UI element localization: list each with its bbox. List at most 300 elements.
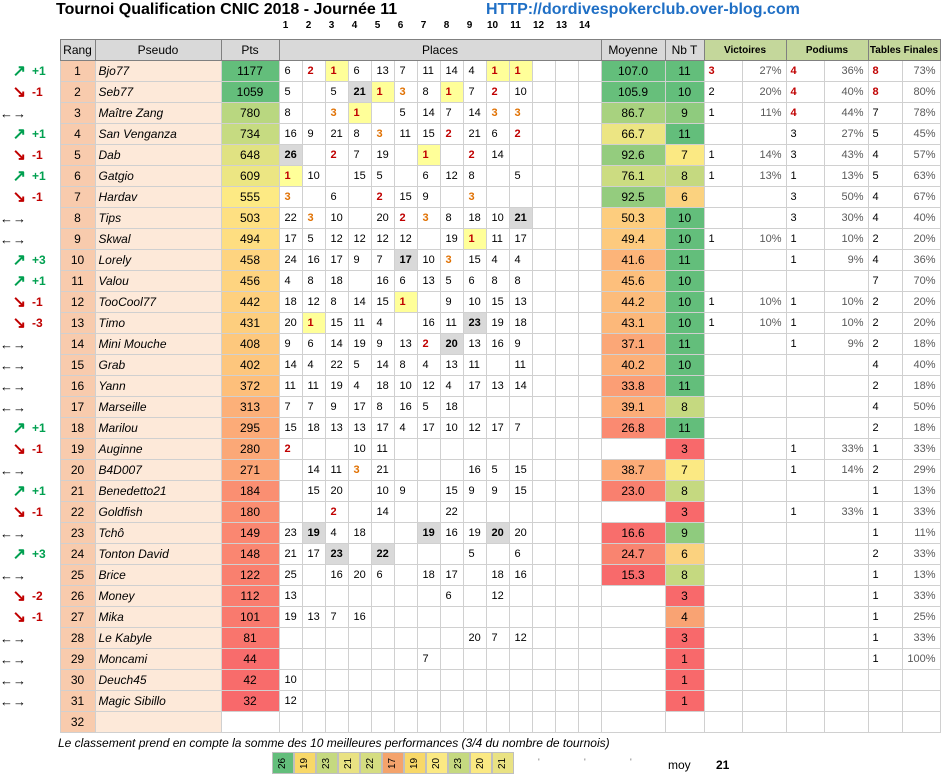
table-row[interactable] — [0, 124, 940, 145]
place-cell: 9 — [348, 250, 371, 271]
place-cell: 20 — [371, 208, 394, 229]
wins-count — [704, 712, 742, 733]
place-cell — [394, 523, 417, 544]
player-name[interactable]: B4D007 — [95, 460, 221, 481]
place-cell — [578, 250, 601, 271]
rank-change — [30, 628, 60, 649]
place-cell: 14 — [440, 61, 463, 82]
player-name[interactable]: Valou — [95, 271, 221, 292]
wins-count — [704, 628, 742, 649]
place-cell — [555, 649, 578, 670]
wins-count — [704, 586, 742, 607]
arrow-steady-icon: ←→ — [0, 210, 26, 226]
place-cell: 14 — [325, 334, 348, 355]
table-row[interactable] — [0, 691, 940, 712]
points: 180 — [221, 502, 279, 523]
place-cell: 9 — [325, 397, 348, 418]
place-cell: 11 — [371, 439, 394, 460]
player-name[interactable]: San Venganza — [95, 124, 221, 145]
place-cell: 14 — [279, 355, 302, 376]
place-cell: 20 — [486, 523, 509, 544]
place-cell: 10 — [279, 670, 302, 691]
place-cell: 16 — [417, 313, 440, 334]
tournament-number: 1 — [282, 20, 289, 31]
podiums-count — [786, 607, 824, 628]
place-cell: 19 — [279, 607, 302, 628]
rank-change: +3 — [32, 547, 46, 561]
player-name[interactable]: Mini Mouche — [95, 334, 221, 355]
rank: 23 — [60, 523, 95, 544]
place-cell: 4 — [486, 250, 509, 271]
table-row[interactable] — [0, 250, 940, 271]
place-cell: 16 — [463, 460, 486, 481]
tournaments-count: 10 — [665, 292, 704, 313]
table-row[interactable] — [0, 166, 940, 187]
place-cell: 3 — [486, 103, 509, 124]
rank-change — [30, 208, 60, 229]
podiums-pct — [824, 271, 868, 292]
podiums-pct — [824, 565, 868, 586]
arrow-steady-icon: ←→ — [0, 630, 26, 646]
table-row[interactable] — [0, 187, 940, 208]
average: 92.5 — [601, 187, 665, 208]
place-cell: 12 — [463, 418, 486, 439]
player-name[interactable]: Tonton David — [95, 544, 221, 565]
final-tables-count: 4 — [868, 187, 902, 208]
player-name[interactable]: Bjo77 — [95, 61, 221, 82]
place-cell — [532, 292, 555, 313]
place-cell: 19 — [325, 376, 348, 397]
place-cell — [555, 628, 578, 649]
table-row[interactable] — [0, 712, 940, 733]
table-row[interactable] — [0, 229, 940, 250]
table-row[interactable] — [0, 628, 940, 649]
player-name[interactable]: Tips — [95, 208, 221, 229]
place-cell: 13 — [371, 61, 394, 82]
rank: 21 — [60, 481, 95, 502]
header-rang[interactable]: Rang — [60, 40, 95, 61]
arrow-up-icon: ↗ — [12, 546, 26, 563]
final-tables-count: 1 — [868, 628, 902, 649]
arrow-steady-icon: ←→ — [0, 672, 26, 688]
place-cell — [555, 313, 578, 334]
podiums-pct: 13% — [824, 166, 868, 187]
rank: 25 — [60, 565, 95, 586]
wins-pct — [742, 565, 786, 586]
place-cell: 23 — [325, 544, 348, 565]
place-cell — [532, 502, 555, 523]
place-cell: 19 — [302, 523, 325, 544]
player-name[interactable]: Maître Zang — [95, 103, 221, 124]
player-name[interactable]: Marilou — [95, 418, 221, 439]
average: 15.3 — [601, 565, 665, 586]
points: 44 — [221, 649, 279, 670]
table-row[interactable] — [0, 544, 940, 565]
wins-pct — [742, 586, 786, 607]
place-cell — [555, 565, 578, 586]
place-cell: 20 — [348, 565, 371, 586]
place-cell: 4 — [279, 271, 302, 292]
wins-count — [704, 355, 742, 376]
participant-count: 23 — [316, 752, 338, 774]
place-cell: 19 — [348, 334, 371, 355]
place-cell: 2 — [486, 82, 509, 103]
wins-pct — [742, 376, 786, 397]
place-cell: 19 — [486, 313, 509, 334]
place-cell — [302, 82, 325, 103]
final-tables-count: 4 — [868, 250, 902, 271]
rank: 8 — [60, 208, 95, 229]
place-cell — [509, 691, 532, 712]
wins-count — [704, 691, 742, 712]
table-row[interactable] — [0, 145, 940, 166]
tournaments-count: 1 — [665, 670, 704, 691]
table-row[interactable] — [0, 292, 940, 313]
player-name[interactable]: Hardav — [95, 187, 221, 208]
header-pts[interactable]: Pts — [221, 40, 279, 61]
rank-change — [30, 649, 60, 670]
rank: 1 — [60, 61, 95, 82]
table-row[interactable] — [0, 649, 940, 670]
rank-change: -1 — [32, 190, 43, 204]
place-cell: 14 — [486, 145, 509, 166]
wins-pct — [742, 628, 786, 649]
wins-pct — [742, 334, 786, 355]
table-row[interactable] — [0, 376, 940, 397]
table-row[interactable] — [0, 355, 940, 376]
player-name[interactable]: Marseille — [95, 397, 221, 418]
rank: 5 — [60, 145, 95, 166]
place-cell: 8 — [463, 166, 486, 187]
final-tables-pct: 33% — [902, 439, 940, 460]
place-cell — [555, 166, 578, 187]
table-row[interactable] — [0, 271, 940, 292]
place-cell — [532, 271, 555, 292]
player-name[interactable]: Magic Sibillo — [95, 691, 221, 712]
place-cell: 2 — [302, 61, 325, 82]
place-cell — [302, 439, 325, 460]
rank-change — [30, 670, 60, 691]
place-cell: 8 — [394, 355, 417, 376]
header-nbt[interactable]: Nb T — [665, 40, 704, 61]
place-cell: 19 — [371, 145, 394, 166]
place-cell — [325, 691, 348, 712]
place-cell — [578, 502, 601, 523]
final-tables-pct: 36% — [902, 250, 940, 271]
podiums-pct — [824, 523, 868, 544]
place-cell: 10 — [486, 208, 509, 229]
final-tables-pct — [902, 691, 940, 712]
header-pseudo[interactable]: Pseudo — [95, 40, 221, 61]
place-cell: 1 — [302, 313, 325, 334]
average — [601, 439, 665, 460]
final-tables-count: 2 — [868, 334, 902, 355]
player-name[interactable]: Lorely — [95, 250, 221, 271]
player-name[interactable]: Mika — [95, 607, 221, 628]
place-cell: 6 — [371, 565, 394, 586]
player-name[interactable]: Deuch45 — [95, 670, 221, 691]
final-tables-count: 2 — [868, 544, 902, 565]
points: 42 — [221, 670, 279, 691]
player-name[interactable]: Moncami — [95, 649, 221, 670]
place-cell: 9 — [486, 481, 509, 502]
tournaments-count: 1 — [665, 649, 704, 670]
final-tables-pct: 50% — [902, 397, 940, 418]
place-cell: 13 — [302, 607, 325, 628]
player-name[interactable] — [95, 712, 221, 733]
place-cell — [348, 586, 371, 607]
place-cell — [440, 439, 463, 460]
final-tables-pct: 78% — [902, 103, 940, 124]
place-cell: 7 — [279, 397, 302, 418]
place-cell — [532, 565, 555, 586]
table-row[interactable] — [0, 103, 940, 124]
table-row[interactable] — [0, 460, 940, 481]
player-name[interactable]: Gatgio — [95, 166, 221, 187]
place-cell: 16 — [279, 124, 302, 145]
player-name[interactable]: Dab — [95, 145, 221, 166]
podiums-pct: 10% — [824, 313, 868, 334]
place-cell — [532, 628, 555, 649]
place-cell: 25 — [279, 565, 302, 586]
podiums-count — [786, 691, 824, 712]
podiums-pct — [824, 628, 868, 649]
place-cell — [348, 271, 371, 292]
trend-arrow-icon — [0, 712, 30, 733]
place-cell — [532, 523, 555, 544]
final-tables-pct: 33% — [902, 628, 940, 649]
wins-count — [704, 208, 742, 229]
place-cell — [302, 712, 325, 733]
table-row[interactable] — [0, 481, 940, 502]
place-cell — [578, 124, 601, 145]
podiums-count — [786, 670, 824, 691]
table-row[interactable] — [0, 208, 940, 229]
arrow-steady-icon: ←→ — [0, 231, 26, 247]
wins-count — [704, 334, 742, 355]
header-victoires[interactable]: Victoires — [704, 40, 786, 61]
place-cell: 16 — [302, 250, 325, 271]
rank: 3 — [60, 103, 95, 124]
player-name[interactable]: Brice — [95, 565, 221, 586]
place-cell — [555, 481, 578, 502]
player-name[interactable]: Timo — [95, 313, 221, 334]
player-name[interactable]: Le Kabyle — [95, 628, 221, 649]
wins-pct — [742, 649, 786, 670]
podiums-count: 4 — [786, 103, 824, 124]
podiums-count — [786, 712, 824, 733]
points: 101 — [221, 607, 279, 628]
podiums-count: 3 — [786, 124, 824, 145]
table-row[interactable] — [0, 397, 940, 418]
place-cell — [325, 628, 348, 649]
final-tables-pct: 33% — [902, 502, 940, 523]
place-cell — [578, 145, 601, 166]
place-cell: 4 — [302, 355, 325, 376]
average-label: moy — [668, 758, 691, 772]
table-row[interactable] — [0, 82, 940, 103]
player-name[interactable]: Seb77 — [95, 82, 221, 103]
points: 442 — [221, 292, 279, 313]
player-name[interactable]: Money — [95, 586, 221, 607]
place-cell — [555, 544, 578, 565]
wins-pct — [742, 271, 786, 292]
place-cell: 7 — [463, 82, 486, 103]
place-cell — [555, 82, 578, 103]
wins-pct — [742, 670, 786, 691]
tournament-number: 12 — [532, 20, 545, 31]
player-name[interactable]: Goldfish — [95, 502, 221, 523]
place-cell: 5 — [325, 82, 348, 103]
place-cell — [555, 460, 578, 481]
place-cell — [325, 712, 348, 733]
place-cell — [532, 691, 555, 712]
final-tables-pct: 20% — [902, 292, 940, 313]
average: 33.8 — [601, 376, 665, 397]
place-cell — [394, 649, 417, 670]
points: 295 — [221, 418, 279, 439]
points: 555 — [221, 187, 279, 208]
place-cell — [578, 229, 601, 250]
place-cell — [417, 502, 440, 523]
place-cell — [325, 586, 348, 607]
player-name[interactable]: Skwal — [95, 229, 221, 250]
place-cell — [371, 607, 394, 628]
wins-count — [704, 502, 742, 523]
tournaments-count: 8 — [665, 481, 704, 502]
place-cell — [555, 334, 578, 355]
place-cell — [417, 544, 440, 565]
final-tables-count: 1 — [868, 481, 902, 502]
place-cell — [463, 565, 486, 586]
place-cell: 23 — [463, 313, 486, 334]
final-tables-pct: 33% — [902, 544, 940, 565]
place-cell — [417, 628, 440, 649]
table-row[interactable] — [0, 334, 940, 355]
table-row[interactable] — [0, 313, 940, 334]
player-name[interactable]: Benedetto21 — [95, 481, 221, 502]
average-value: 21 — [716, 758, 730, 772]
place-cell — [555, 376, 578, 397]
place-cell — [440, 712, 463, 733]
place-cell: 11 — [394, 124, 417, 145]
place-cell: 10 — [348, 439, 371, 460]
place-cell: 7 — [348, 145, 371, 166]
place-cell — [394, 313, 417, 334]
player-name[interactable]: TooCool77 — [95, 292, 221, 313]
arrow-up-icon: ↗ — [12, 252, 26, 269]
player-name[interactable]: Auginne — [95, 439, 221, 460]
tournaments-count: 3 — [665, 502, 704, 523]
place-cell: 18 — [348, 523, 371, 544]
average: 92.6 — [601, 145, 665, 166]
final-tables-count: 4 — [868, 145, 902, 166]
place-cell — [486, 544, 509, 565]
table-row[interactable] — [0, 439, 940, 460]
place-cell: 10 — [394, 376, 417, 397]
place-cell: 20 — [509, 523, 532, 544]
place-cell: 17 — [394, 250, 417, 271]
place-cell — [555, 586, 578, 607]
place-cell — [578, 271, 601, 292]
table-row[interactable] — [0, 502, 940, 523]
rank: 31 — [60, 691, 95, 712]
place-cell — [486, 502, 509, 523]
place-cell: 5 — [371, 166, 394, 187]
place-cell — [555, 439, 578, 460]
place-cell — [348, 691, 371, 712]
average: 86.7 — [601, 103, 665, 124]
place-cell — [417, 691, 440, 712]
place-cell: 9 — [440, 292, 463, 313]
table-row[interactable] — [0, 523, 940, 544]
tournaments-count: 6 — [665, 544, 704, 565]
final-tables-count: 7 — [868, 103, 902, 124]
place-cell — [440, 670, 463, 691]
wins-pct — [742, 208, 786, 229]
player-name[interactable]: Grab — [95, 355, 221, 376]
site-url-link[interactable]: HTTP://dordivespokerclub.over-blog.com — [486, 1, 800, 18]
place-cell — [578, 187, 601, 208]
player-name[interactable]: Yann — [95, 376, 221, 397]
arrow-up-icon: ↗ — [12, 126, 26, 143]
podiums-count — [786, 523, 824, 544]
place-cell — [555, 250, 578, 271]
tournament-number: 13 — [555, 20, 568, 31]
table-row[interactable] — [0, 565, 940, 586]
tournaments-count: 6 — [665, 187, 704, 208]
place-cell: 11 — [417, 61, 440, 82]
page-title: Tournoi Qualification CNIC 2018 - Journée 11 — [56, 1, 398, 18]
header-podiums[interactable]: Podiums — [786, 40, 868, 61]
points: 313 — [221, 397, 279, 418]
rank: 11 — [60, 271, 95, 292]
final-tables-count: 4 — [868, 397, 902, 418]
arrow-up-icon: ↗ — [12, 483, 26, 500]
tournaments-count: 8 — [665, 397, 704, 418]
podiums-pct: 30% — [824, 208, 868, 229]
header-moyenne[interactable]: Moyenne — [601, 40, 665, 61]
table-row[interactable] — [0, 418, 940, 439]
wins-count — [704, 439, 742, 460]
header-tables-finales[interactable]: Tables Finales — [868, 40, 940, 61]
final-tables-count: 2 — [868, 376, 902, 397]
place-cell: 3 — [440, 250, 463, 271]
place-cell: 17 — [486, 418, 509, 439]
table-row[interactable] — [0, 607, 940, 628]
rank: 29 — [60, 649, 95, 670]
table-row[interactable] — [0, 670, 940, 691]
place-cell: 15 — [509, 460, 532, 481]
place-cell — [325, 166, 348, 187]
place-cell — [279, 628, 302, 649]
rank-change — [30, 523, 60, 544]
rank-change — [30, 691, 60, 712]
place-cell: 13 — [509, 292, 532, 313]
table-row[interactable] — [0, 61, 940, 82]
average: 23.0 — [601, 481, 665, 502]
place-cell — [417, 712, 440, 733]
wins-count: 1 — [704, 313, 742, 334]
podiums-count — [786, 649, 824, 670]
table-row[interactable] — [0, 586, 940, 607]
player-name[interactable]: Tchô — [95, 523, 221, 544]
header-places[interactable]: Places — [279, 40, 601, 61]
place-cell: 2 — [440, 124, 463, 145]
rank: 16 — [60, 376, 95, 397]
final-tables-count: 1 — [868, 439, 902, 460]
place-cell: 1 — [417, 145, 440, 166]
